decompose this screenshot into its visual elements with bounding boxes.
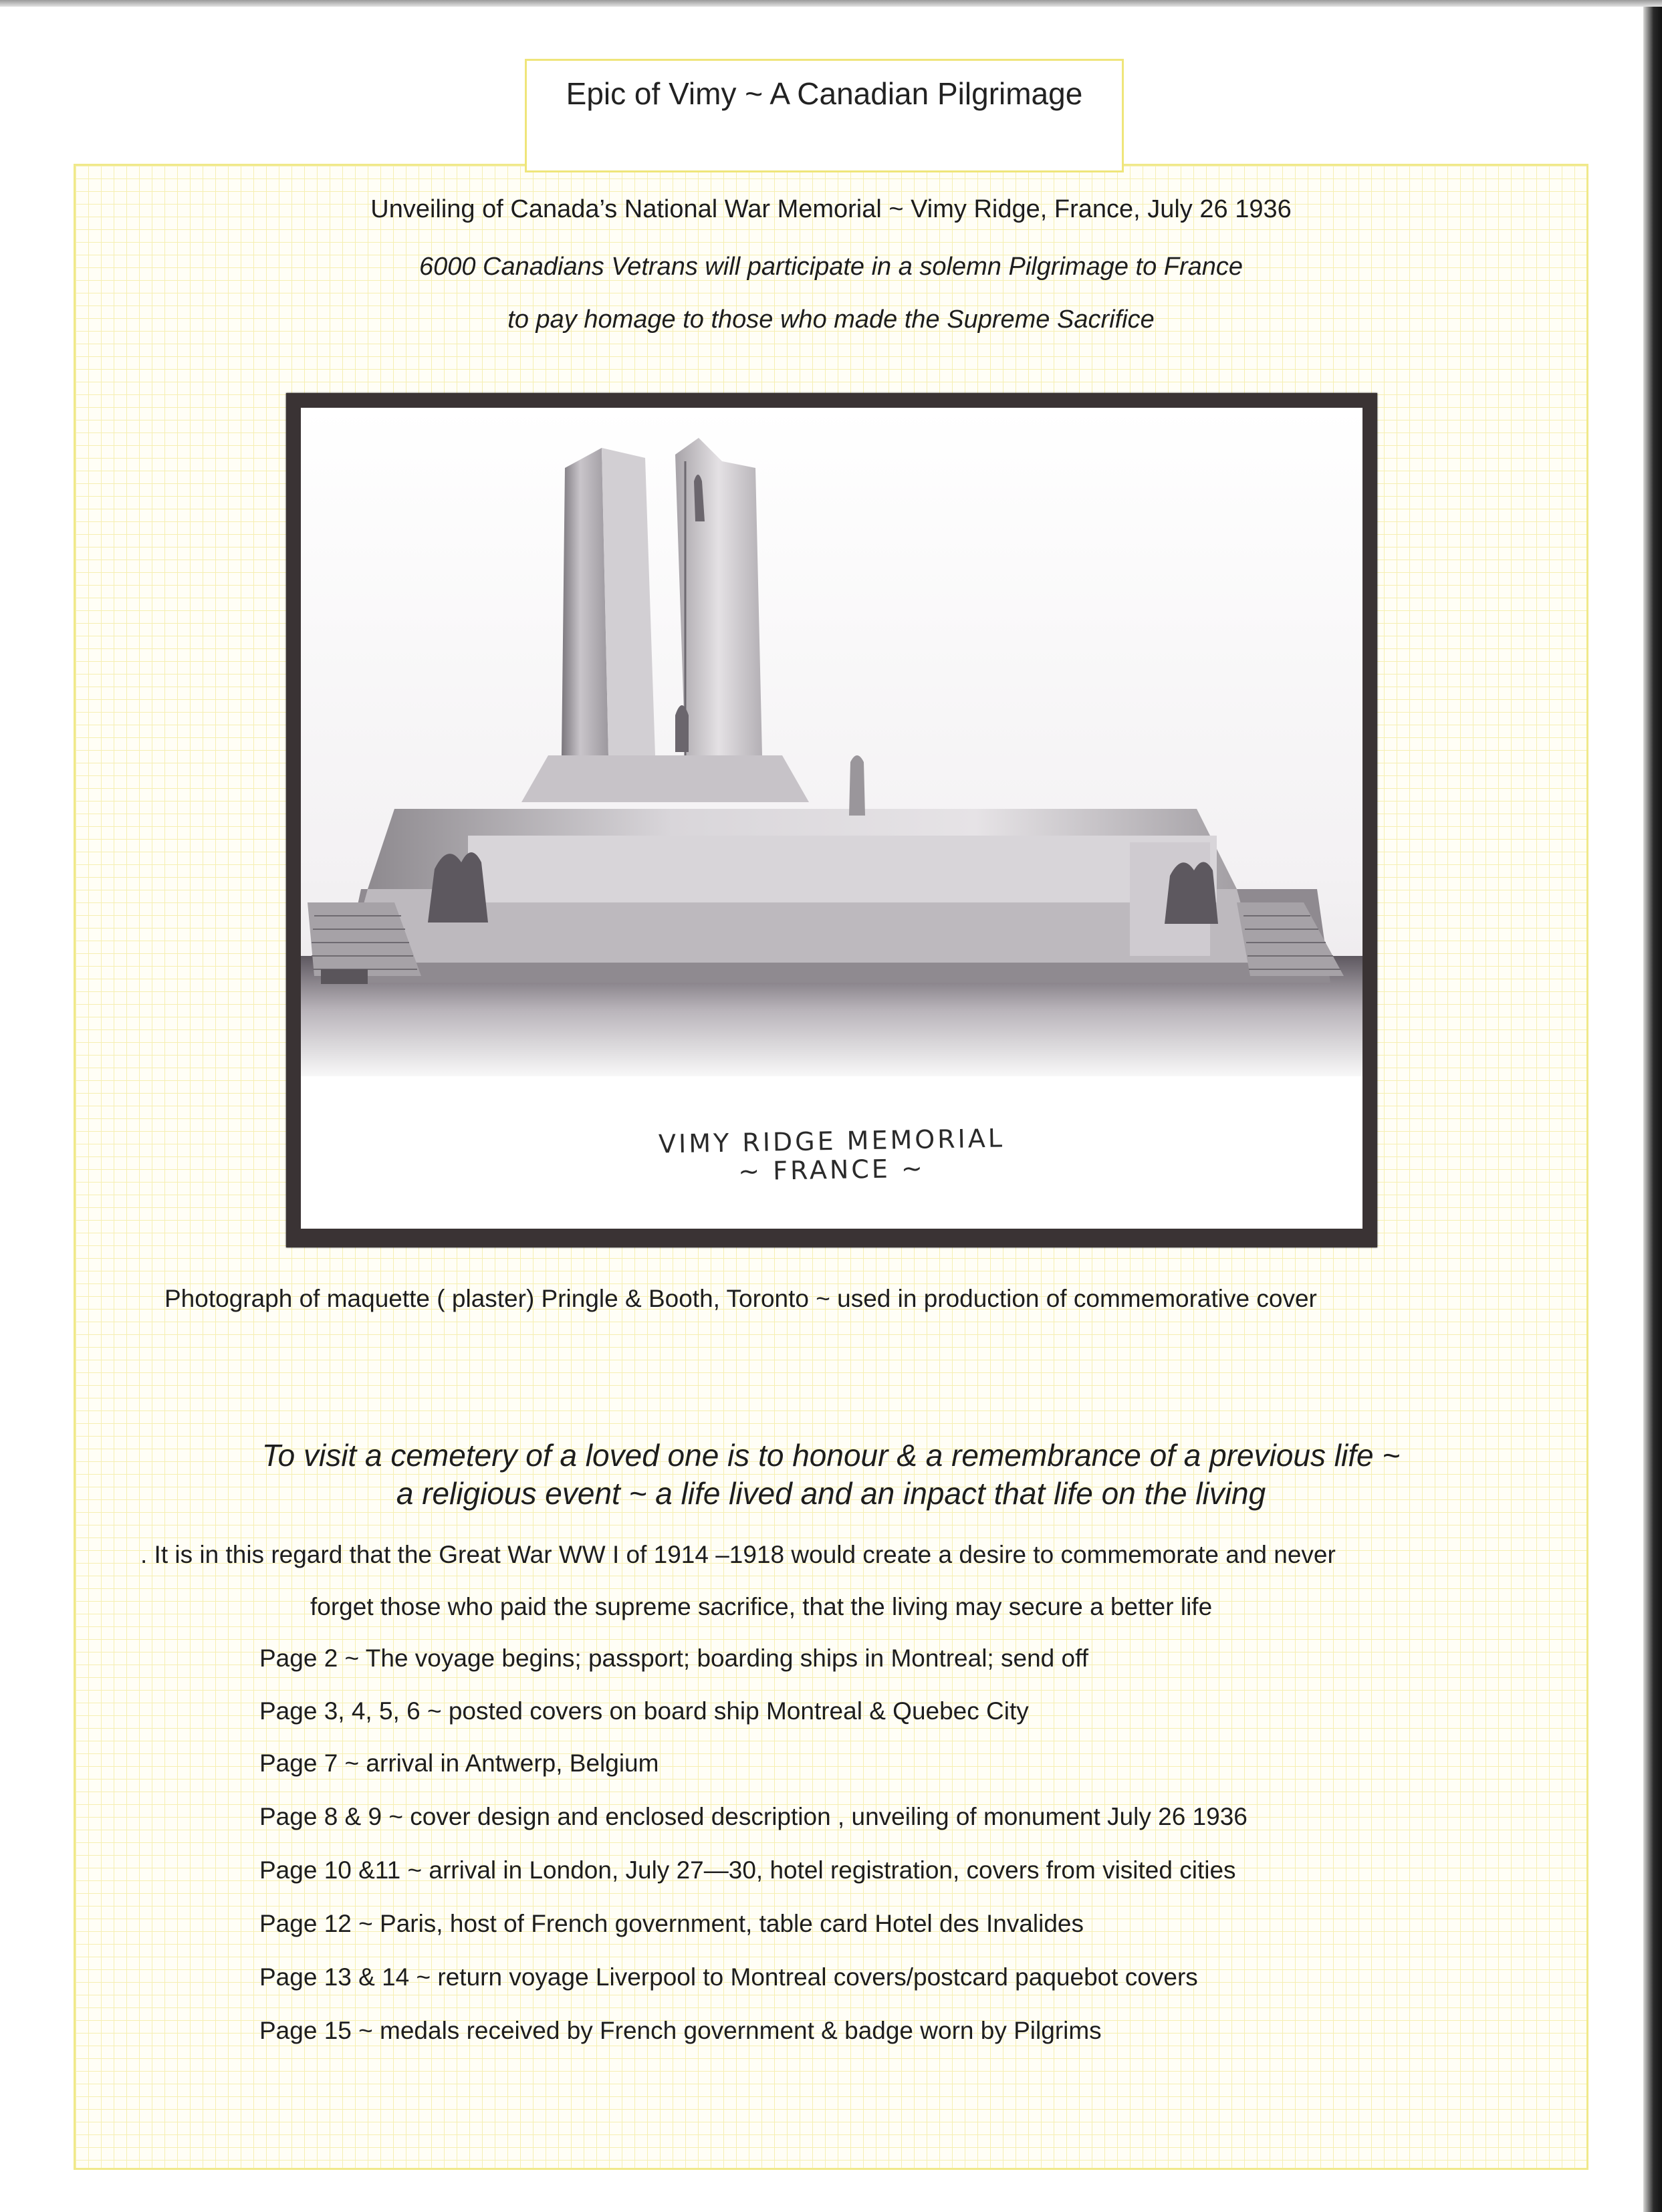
intro-line-1: 6000 Canadians Vetrans will participate in a solemn Pilgrimage to France: [419, 253, 1243, 281]
handwritten-caption-line-1: VIMY RIDGE MEMORIAL: [658, 1123, 1005, 1159]
quote-line-1: To visit a cemetery of a loved one is to honour & a remembrance of a previous life ~: [261, 1438, 1401, 1473]
photograph-mount: [286, 393, 1377, 1247]
contents-item: Page 10 &11 ~ arrival in London, July 27—30, hotel registration, covers from visited cities: [259, 1856, 1236, 1884]
photograph: [301, 408, 1362, 1229]
contents-item: Page 7 ~ arrival in Antwerp, Belgium: [259, 1749, 659, 1777]
page-title: Epic of Vimy ~ A Canadian Pilgrimage: [566, 76, 1083, 111]
contents-item: Page 15 ~ medals received by French government & badge worn by Pilgrims: [259, 2017, 1102, 2044]
page-top-edge: [0, 0, 1662, 7]
vimy-memorial-maquette-image: [301, 408, 1362, 1229]
handwritten-caption-line-2: ~ FRANCE ~: [737, 1153, 926, 1187]
photo-caption: Photograph of maquette ( plaster) Pringle & Booth, Toronto ~ used in production of commemorative cover: [164, 1285, 1317, 1312]
contents-item: Page 8 & 9 ~ cover design and enclosed description , unveiling of monument July 26 1936: [259, 1803, 1248, 1830]
contents-item: Page 13 & 14 ~ return voyage Liverpool to Montreal covers/postcard paquebot covers: [259, 1963, 1198, 1991]
contents-item: Page 2 ~ The voyage begins; passport; boarding ships in Montreal; send off: [259, 1644, 1088, 1672]
subtitle: Unveiling of Canada’s National War Memorial ~ Vimy Ridge, France, July 26 1936: [370, 195, 1292, 223]
contents-item: Page 3, 4, 5, 6 ~ posted covers on board ship Montreal & Quebec City: [259, 1697, 1029, 1725]
body-line-1: . It is in this regard that the Great War WW I of 1914 –1918 would create a desire to commemorate and never: [140, 1541, 1336, 1568]
body-line-2: forget those who paid the supreme sacrifice, that the living may secure a better life: [310, 1593, 1213, 1620]
quote-line-2: a religious event ~ a life lived and an inpact that life on the living: [396, 1476, 1266, 1511]
contents-item: Page 12 ~ Paris, host of French government, table card Hotel des Invalides: [259, 1910, 1084, 1937]
title-box: [525, 59, 1124, 172]
page-right-edge: [1643, 7, 1662, 2212]
intro-line-2: to pay homage to those who made the Supreme Sacrifice: [507, 305, 1155, 334]
